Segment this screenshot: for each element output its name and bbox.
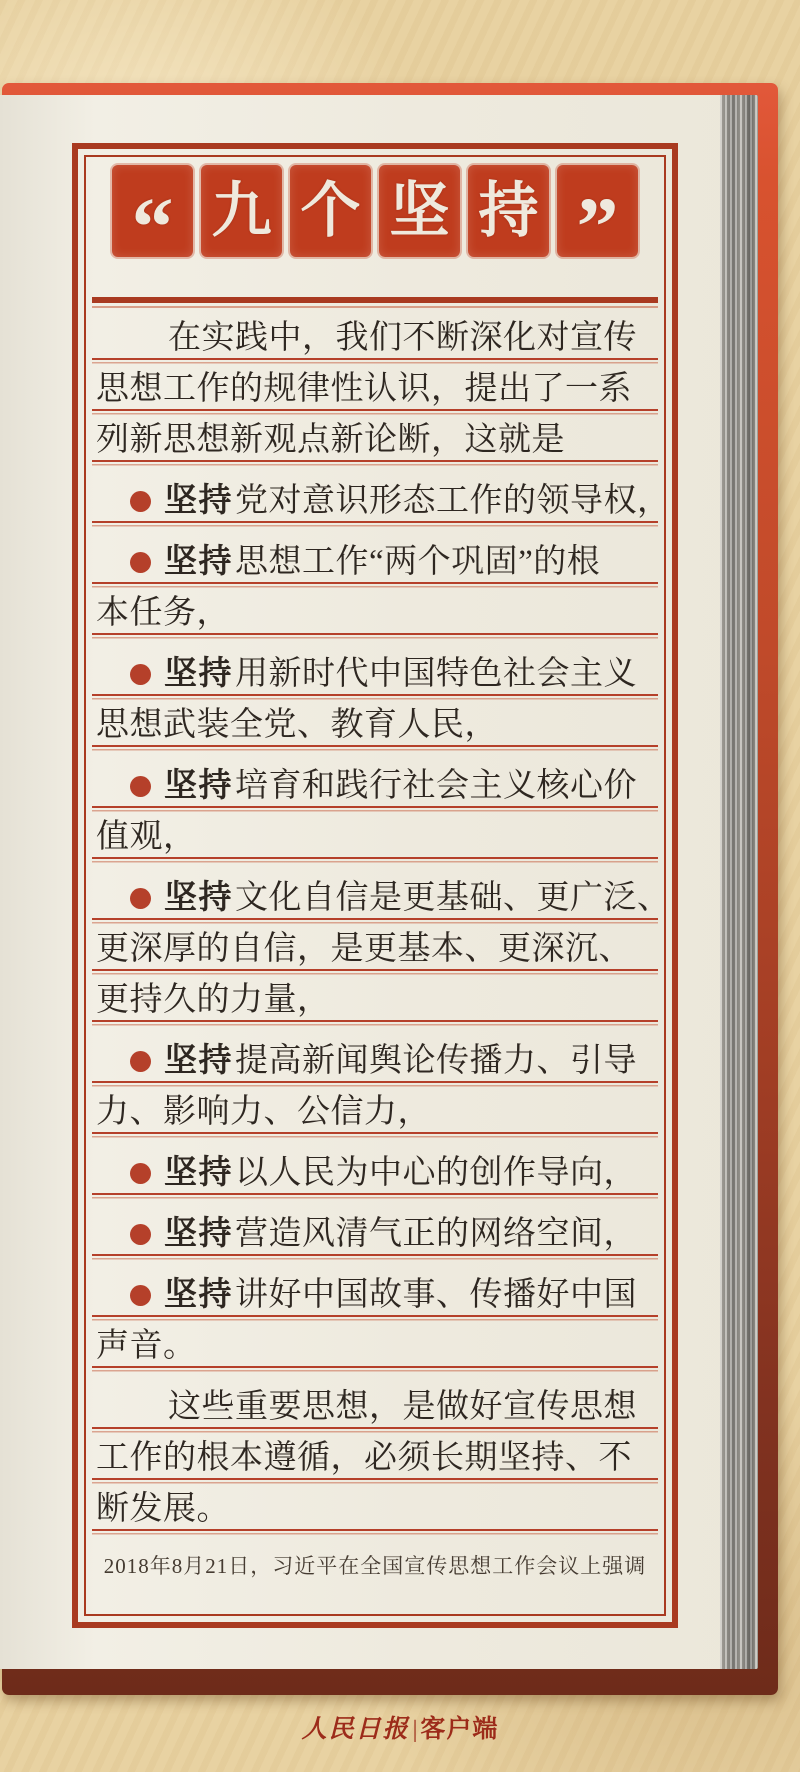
text-line xyxy=(92,761,658,812)
quote-body xyxy=(92,313,671,1535)
decorative-frame-inner xyxy=(84,155,671,1616)
peoples-daily-logo xyxy=(0,1712,800,1750)
bullet-dot-icon xyxy=(130,776,151,797)
attribution-text: 2018年8月21日，习近平在全国宣传思想工作会议上强调 xyxy=(103,1554,647,1578)
text-line: 更深厚的自信，是更基本、更深沉、 xyxy=(92,924,658,975)
bullet-prefix: 坚持 xyxy=(164,1277,233,1313)
bullet-dot-icon xyxy=(130,1285,151,1306)
title-stamp: 个 xyxy=(290,165,371,257)
decorative-frame xyxy=(72,143,678,1628)
bullet-text: 培育和践行社会主义核心价 xyxy=(235,768,637,804)
text-line: 断发展。 xyxy=(92,1484,658,1535)
bullet-text: 用新时代中国特色社会主义 xyxy=(235,656,637,692)
bullet-dot-icon xyxy=(130,1224,151,1245)
bullet-text: 提高新闻舆论传播力、引导 xyxy=(235,1043,637,1079)
text-line: 本任务， xyxy=(92,588,658,639)
text-line xyxy=(92,1270,658,1321)
logo-client-text: 客户端 xyxy=(420,1715,499,1743)
bullet-text: 讲好中国故事、传播好中国 xyxy=(235,1277,637,1313)
text-line: 这些重要思想，是做好宣传思想 xyxy=(92,1382,658,1433)
bullet-prefix: 坚持 xyxy=(164,880,233,916)
text-line: 声音。 xyxy=(92,1321,658,1372)
logo-script-text: 人民日报 xyxy=(301,1716,410,1743)
bullet-prefix: 坚持 xyxy=(164,1216,233,1252)
text-line xyxy=(92,1148,658,1199)
title-stamp: “ xyxy=(112,165,193,257)
bullet-prefix: 坚持 xyxy=(164,656,233,692)
text-line: 思想武装全党、教育人民， xyxy=(92,700,658,751)
title-separator xyxy=(92,297,658,303)
bullet-dot-icon xyxy=(130,491,151,512)
bullet-prefix: 坚持 xyxy=(164,1155,233,1191)
bullet-text: 文化自信是更基础、更广泛、 xyxy=(235,880,671,916)
bullet-prefix: 坚持 xyxy=(164,483,233,519)
bullet-prefix: 坚持 xyxy=(164,768,233,804)
bullet-dot-icon xyxy=(130,664,151,685)
bullet-text: 营造风清气正的网络空间， xyxy=(235,1216,637,1252)
text-line xyxy=(92,1209,658,1260)
text-line: 力、影响力、公信力， xyxy=(92,1087,658,1138)
title-stamp-row xyxy=(92,165,658,274)
text-line: 在实践中，我们不断深化对宣传 xyxy=(92,313,658,364)
bullet-text: 思想工作“两个巩固”的根 xyxy=(235,544,601,580)
text-line: 更持久的力量， xyxy=(92,975,658,1026)
text-line: 思想工作的规律性认识，提出了一系 xyxy=(92,364,658,415)
text-line: 值观， xyxy=(92,812,658,863)
bullet-text: 党对意识形态工作的领导权， xyxy=(235,483,671,519)
title-stamp: ” xyxy=(557,165,638,257)
text-line xyxy=(92,537,658,588)
title-stamp: 九 xyxy=(201,165,282,257)
logo-divider: | xyxy=(412,1717,418,1743)
bullet-dot-icon xyxy=(130,888,151,909)
title-stamp: 坚 xyxy=(379,165,460,257)
bullet-text: 以人民为中心的创作导向， xyxy=(235,1155,637,1191)
text-line xyxy=(92,873,671,924)
title-stamp: 持 xyxy=(468,165,549,257)
text-line: 工作的根本遵循，必须长期坚持、不 xyxy=(92,1433,658,1484)
bullet-dot-icon xyxy=(130,1051,151,1072)
text-line xyxy=(92,476,671,527)
text-line xyxy=(92,649,658,700)
text-line: 列新思想新观点新论断，这就是 xyxy=(92,415,658,466)
text-line xyxy=(92,1036,658,1087)
bullet-dot-icon xyxy=(130,1163,151,1184)
page-edge-stack xyxy=(720,95,758,1669)
bullet-dot-icon xyxy=(130,552,151,573)
bullet-prefix: 坚持 xyxy=(164,1043,233,1079)
bullet-prefix: 坚持 xyxy=(164,544,233,580)
